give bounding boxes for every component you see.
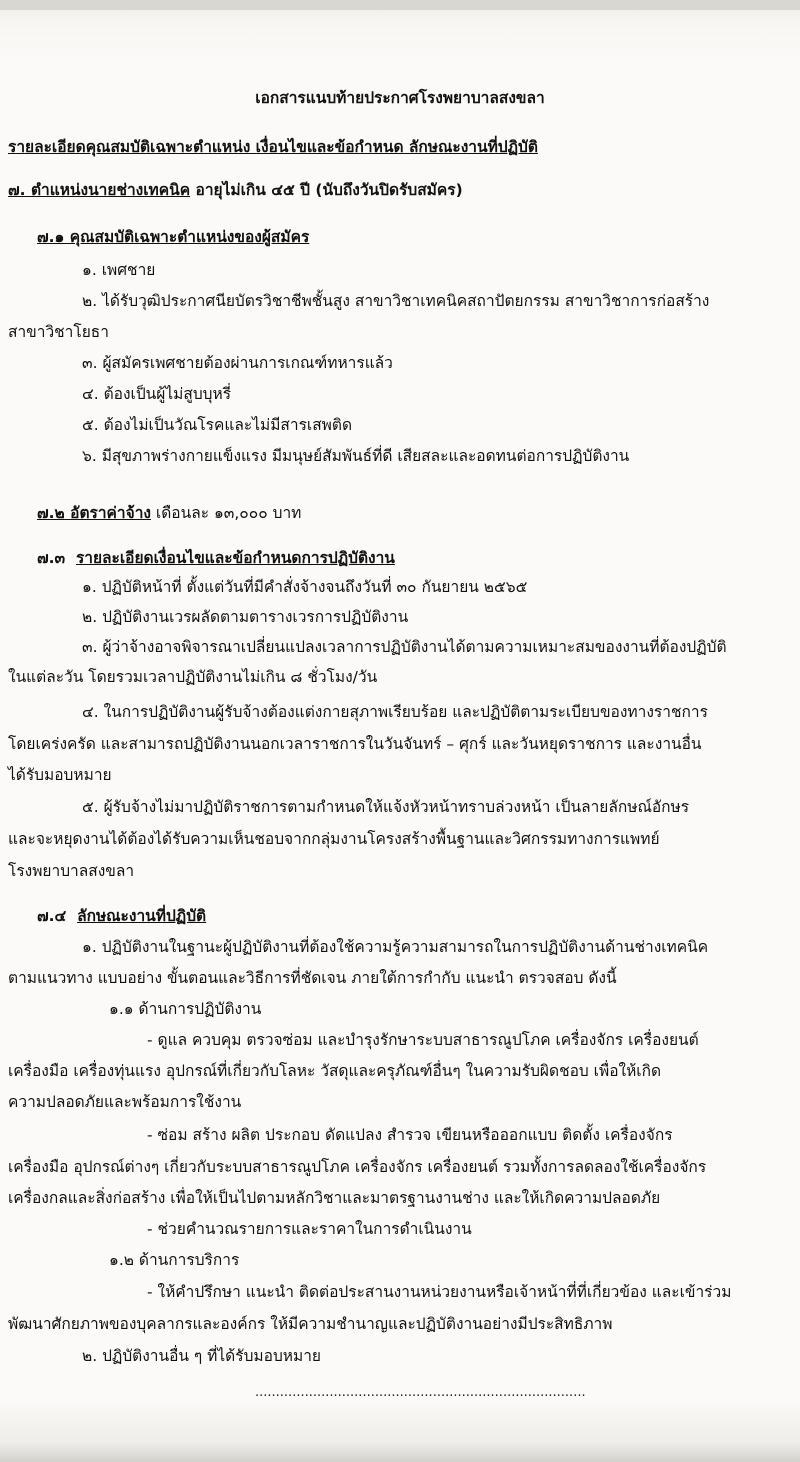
condition-line-continued: และจะหยุดงานได้ต้องได้รับความเห็นชอบจากกลุ่มงานโครงสร้างพื้นฐานและวิศกรรมทางการแพทย์ (8, 830, 660, 848)
qualification-item: ๕. ต้องไม่เป็นวัณโรคและไม่มีสารเสพติด (82, 416, 353, 434)
duty-line-continued: พัฒนาศักยภาพของบุคลากรและองค์กร ให้มีความชำนาญและปฏิบัติงานอย่างมีประสิทธิภาพ (8, 1315, 613, 1333)
condition-line: ๒. ปฏิบัติงานเวรผลัดตามตารางเวรการปฏิบัติงาน (82, 608, 409, 626)
scan-edge-top (0, 0, 800, 10)
qualification-item: ๖. มีสุขภาพร่างกายแข็งแรง มีมนุษย์สัมพันธ์ที่ดี เสียสละและอดทนต่อการปฏิบัติงาน (82, 447, 630, 465)
section-7-4-heading-row (37, 906, 206, 926)
position-heading (8, 180, 463, 200)
condition-line-continued: โรงพยาบาลสงขลา (8, 862, 135, 880)
duty-bullet: - ดูแล ควบคุม ตรวจซ่อม และบำรุงรักษาระบบสาธารณูปโภค เครื่องจักร เครื่องยนต์ (147, 1031, 699, 1049)
position-title: ๗. ตำแหน่งนายช่างเทคนิค (8, 181, 191, 199)
section-7-4-number: ๗.๔ (37, 907, 67, 925)
condition-line: ๑. ปฏิบัติหน้าที่ ตั้งแต่วันที่มีคำสั่งจ้างจนถึงวันที่ ๓๐ กันยายน ๒๕๖๕ (82, 578, 528, 596)
section-7-2-heading: ๗.๒ อัตราค่าจ้าง (37, 504, 151, 522)
document-title: เอกสารแนบท้ายประกาศโรงพยาบาลสงขลา (255, 89, 545, 107)
qualification-item-continued: สาขาวิชาโยธา (8, 323, 109, 341)
condition-line-continued: ได้รับมอบหมาย (8, 766, 112, 784)
duty-bullet: - ช่วยคำนวณรายการและราคาในการดำเนินงาน (147, 1220, 472, 1238)
qualification-item: ๑. เพศชาย (82, 261, 156, 279)
scan-edge-bottom (0, 1440, 800, 1462)
section-7-2 (37, 503, 301, 523)
condition-line-continued: โดยเคร่งครัด และสามารถปฏิบัติงานนอกเวลาราชการในวันจันทร์ – ศุกร์ และวันหยุดราชการ และงานอื่น (8, 735, 702, 753)
section-7-3-number: ๗.๓ (37, 549, 66, 567)
duty-subheading: ๑.๑ ด้านการปฏิบัติงาน (109, 1000, 262, 1018)
duty-subheading: ๑.๒ ด้านการบริการ (109, 1251, 240, 1269)
duty-line-continued: เครื่องกลและสิ่งก่อสร้าง เพื่อให้เป็นไปตามหลักวิชาและมาตรฐานงานช่าง และให้เกิดความปลอดภัย (8, 1189, 661, 1207)
condition-line: ๓. ผู้ว่าจ้างอาจพิจารณาเปลี่ยนแปลงเวลาการปฏิบัติงานได้ตามความเหมาะสมของงานที่ต้องปฏิบัติ (82, 638, 727, 656)
duty-line: ๑. ปฏิบัติงานในฐานะผู้ปฏิบัติงานที่ต้องใช้ความรู้ความสามารถในการปฏิบัติงานด้านช่างเทคนิค (82, 938, 709, 956)
section-7-1-heading: ๗.๑ คุณสมบัติเฉพาะตำแหน่งของผู้สมัคร (37, 228, 310, 246)
qualification-item: ๓. ผู้สมัครเพศชายต้องผ่านการเกณฑ์ทหารแล้ว (82, 354, 393, 372)
condition-line-continued: ในแต่ละวัน โดยรวมเวลาปฏิบัติงานไม่เกิน ๘ ชั่วโมง/วัน (8, 668, 378, 686)
position-age-limit: อายุไม่เกิน ๔๕ ปี (นับถึงวันปิดรับสมัคร) (190, 181, 463, 199)
section-7-3-heading: รายละเอียดเงื่อนไขและข้อกำหนดการปฏิบัติงาน (75, 549, 395, 567)
end-of-document-dots: ................................................................................ (255, 1385, 586, 1400)
qualification-item: ๒. ได้รับวุฒิประกาศนียบัตรวิชาชีพชั้นสูง สาขาวิชาเทคนิคสถาปัตยกรรม สาขาวิชาการก่อสร้าง (82, 292, 710, 310)
duty-bullet: - ซ่อม สร้าง ผลิต ประกอบ ดัดแปลง สำรวจ เขียนหรือออกแบบ ติดตั้ง เครื่องจักร (147, 1126, 673, 1144)
duty-line-continued: ตามแนวทาง แบบอย่าง ขั้นตอนและวิธีการที่ชัดเจน ภายใต้การกำกับ แนะนำ ตรวจสอบ ดังนี้ (8, 969, 617, 987)
wage-amount: เดือนละ ๑๓,๐๐๐ บาท (151, 504, 302, 522)
duty-line-continued: เครื่องมือ เครื่องทุ่นแรง อุปกรณ์ที่เกี่ยวกับโลหะ วัสดุและครุภัณฑ์อื่นๆ ในความรับผิดชอบ เพื่อให้เกิด (8, 1062, 662, 1080)
condition-line: ๕. ผู้รับจ้างไม่มาปฏิบัติราชการตามกำหนดให้แจ้งหัวหน้าทราบล่วงหน้า เป็นลายลักษณ์อักษร (82, 798, 690, 816)
section-7-3-heading-row (37, 548, 395, 568)
duty-bullet: - ให้คำปรึกษา แนะนำ ติดต่อประสานงานหน่วยงานหรือเจ้าหน้าที่ที่เกี่ยวข้อง และเข้าร่วม (147, 1283, 732, 1301)
qualification-item: ๔. ต้องเป็นผู้ไม่สูบบุหรี่ (82, 385, 232, 403)
document-subtitle: รายละเอียดคุณสมบัติเฉพาะตำแหน่ง เงื่อนไขและข้อกำหนด ลักษณะงานที่ปฏิบัติ (8, 138, 538, 156)
section-7-4-heading: ลักษณะงานที่ปฏิบัติ (77, 907, 207, 925)
duty-line-continued: ความปลอดภัยและพร้อมการใช้งาน (8, 1093, 242, 1111)
duty-line: ๒. ปฏิบัติงานอื่น ๆ ที่ได้รับมอบหมาย (82, 1347, 322, 1365)
condition-line: ๔. ในการปฏิบัติงานผู้รับจ้างต้องแต่งกายสุภาพเรียบร้อย และปฏิบัติตามระเบียบของทางราชการ (82, 703, 708, 721)
duty-line-continued: เครื่องมือ อุปกรณ์ต่างๆ เกี่ยวกับระบบสาธารณูปโภค เครื่องจักร เครื่องยนต์ รวมทั้งการลดลองใช้เครื่องจักร (8, 1158, 707, 1176)
